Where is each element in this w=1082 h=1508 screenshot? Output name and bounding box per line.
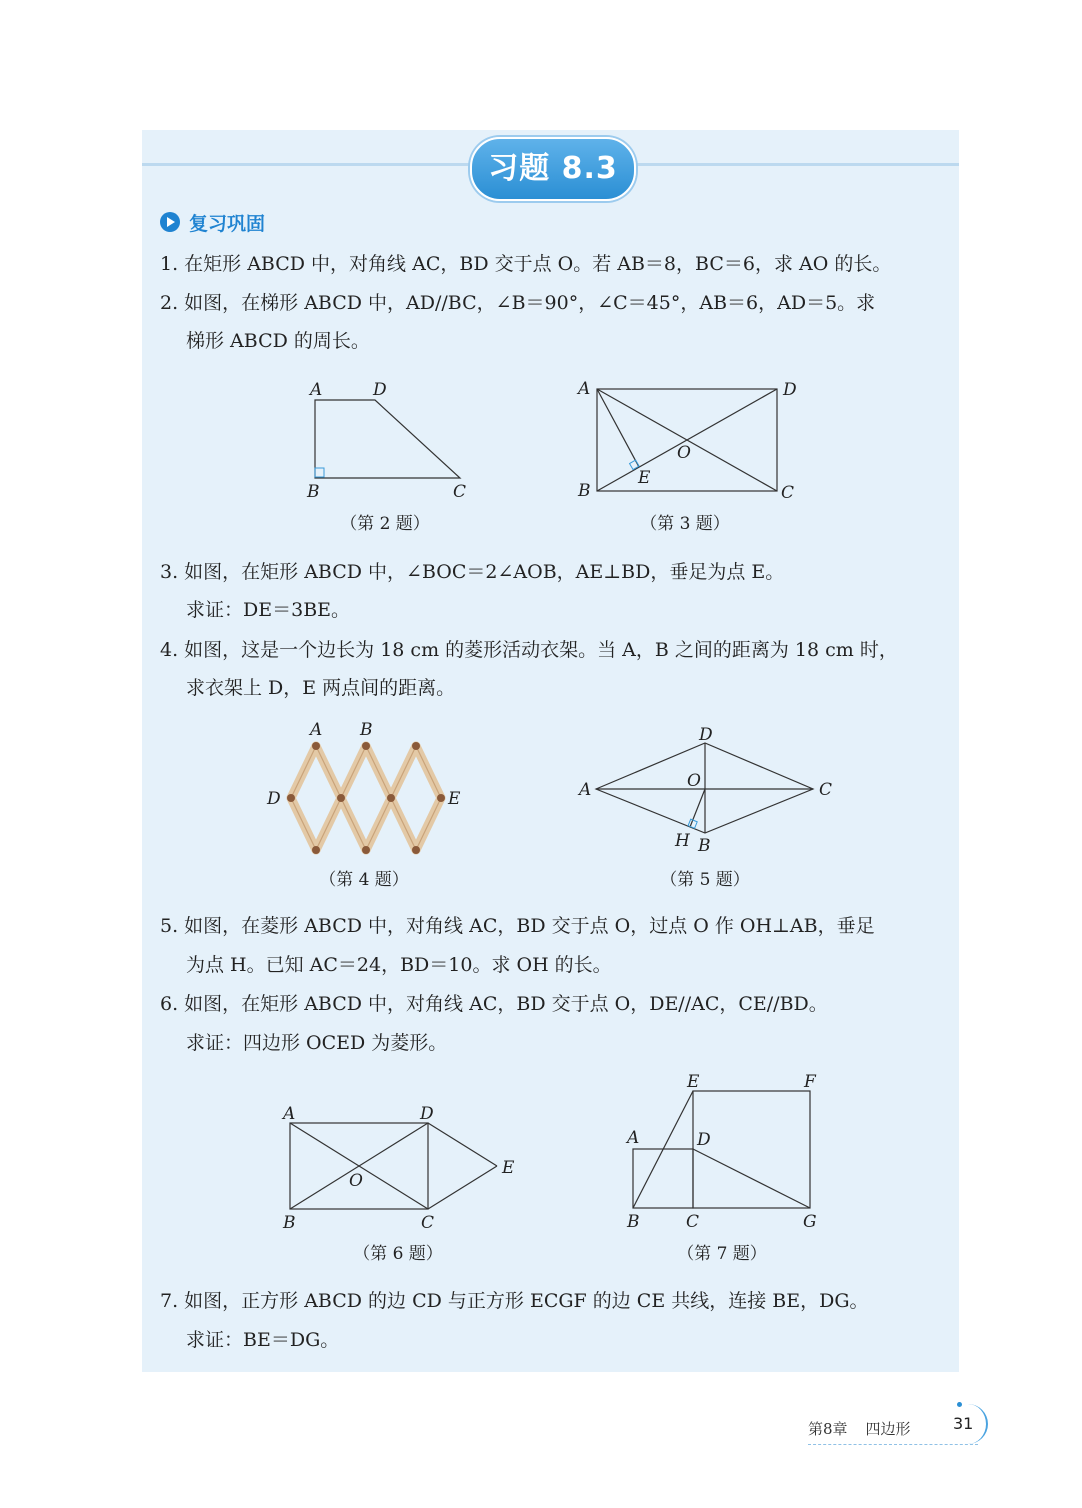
figure-6-rectangle-rhombus — [265, 1100, 525, 1240]
fig5-label-c: C — [819, 780, 833, 800]
page-dot — [957, 1402, 962, 1407]
fig2-label-d: D — [373, 380, 387, 400]
figure-2-trapezoid — [290, 375, 490, 500]
fig3-label-e: E — [638, 468, 651, 488]
fig5-label-a: A — [579, 780, 592, 800]
problem-2-line-1: 2. 如图，在梯形 ABCD 中，AD//BC，∠B＝90°，∠C＝45°，AB＝6，AD＝5。求 — [160, 292, 876, 314]
fig5-label-d: D — [699, 725, 713, 745]
section-heading-text: 复习巩固 — [189, 212, 266, 235]
problem-3-line-2: 求证：DE＝3BE。 — [186, 599, 351, 621]
fig4-label-b: B — [360, 720, 373, 740]
fig7-label-d: D — [697, 1130, 711, 1150]
fig2-label-c: C — [453, 482, 467, 502]
fig6-label-d: D — [420, 1104, 434, 1124]
fig5-label-o: O — [687, 771, 701, 791]
fig7-label-a: A — [627, 1128, 640, 1148]
fig6-label-c: C — [421, 1213, 435, 1233]
problem-7-line-1: 7. 如图，正方形 ABCD 的边 CD 与正方形 ECGF 的边 CE 共线，连接 BE，DG。 — [160, 1290, 869, 1312]
problem-6-line-1: 6. 如图，在矩形 ABCD 中，对角线 AC，BD 交于点 O，DE//AC，CE//BD。 — [160, 993, 828, 1015]
fig5-label-h: H — [675, 831, 690, 851]
figure-5-caption: （第 5 题） — [660, 870, 750, 890]
fig4-label-d: D — [267, 789, 281, 809]
page-footer — [808, 1414, 911, 1442]
figure-7-two-squares — [615, 1068, 845, 1238]
figure-3-rectangle — [570, 375, 810, 503]
problem-3-line-1: 3. 如图，在矩形 ABCD 中，∠BOC＝2∠AOB，AE⊥BD，垂足为点 E。 — [160, 561, 785, 583]
section-heading — [160, 208, 265, 236]
fig2-label-a: A — [310, 380, 323, 400]
problem-7-line-2: 求证：BE＝DG。 — [186, 1329, 340, 1351]
page-number: 31 — [953, 1414, 974, 1433]
problem-6-line-2: 求证：四边形 OCED 为菱形。 — [186, 1032, 448, 1054]
figure-4-folding-rack — [260, 715, 470, 865]
fig7-label-f: F — [804, 1072, 816, 1092]
fig3-label-d: D — [783, 380, 797, 400]
figure-5-rhombus — [570, 720, 840, 860]
fig3-label-b: B — [578, 481, 591, 501]
fig7-label-c: C — [686, 1212, 700, 1232]
fig6-label-o: O — [349, 1171, 363, 1191]
problem-2-line-2: 梯形 ABCD 的周长。 — [186, 330, 370, 352]
fig6-label-b: B — [283, 1213, 296, 1233]
figure-6-caption: （第 6 题） — [353, 1244, 443, 1264]
fig4-label-e: E — [448, 789, 461, 809]
problem-4-line-2: 求衣架上 D，E 两点间的距离。 — [186, 677, 456, 699]
fig3-label-o: O — [677, 443, 691, 463]
fig6-label-e: E — [502, 1158, 515, 1178]
chapter-title: 四边形 — [865, 1419, 911, 1438]
exercise-title: 习题 8.3 — [470, 137, 636, 201]
figure-4-caption: （第 4 题） — [319, 870, 409, 890]
problem-1: 1. 在矩形 ABCD 中，对角线 AC，BD 交于点 O。若 AB＝8，BC＝6，求 AO 的长。 — [160, 253, 892, 275]
problem-5-line-2: 为点 H。已知 AC＝24，BD＝10。求 OH 的长。 — [186, 954, 612, 976]
fig7-label-g: G — [803, 1212, 817, 1232]
fig5-label-b: B — [698, 836, 711, 856]
figure-3-caption: （第 3 题） — [640, 514, 730, 534]
footer-divider — [808, 1444, 978, 1445]
fig2-label-b: B — [307, 482, 320, 502]
play-icon — [160, 212, 180, 232]
fig3-label-a: A — [578, 379, 591, 399]
chapter-label: 第8章 — [808, 1419, 848, 1438]
figure-7-caption: （第 7 题） — [677, 1244, 767, 1264]
fig4-label-a: A — [310, 720, 323, 740]
fig6-label-a: A — [283, 1104, 296, 1124]
problem-5-line-1: 5. 如图，在菱形 ABCD 中，对角线 AC，BD 交于点 O，过点 O 作 OH⊥AB，垂足 — [160, 915, 875, 937]
figure-2-caption: （第 2 题） — [340, 514, 430, 534]
fig7-label-e: E — [687, 1072, 700, 1092]
problem-4-line-1: 4. 如图，这是一个边长为 18 cm 的菱形活动衣架。当 A，B 之间的距离为 18 cm 时， — [160, 639, 898, 661]
fig3-label-c: C — [781, 483, 795, 503]
fig7-label-b: B — [627, 1212, 640, 1232]
